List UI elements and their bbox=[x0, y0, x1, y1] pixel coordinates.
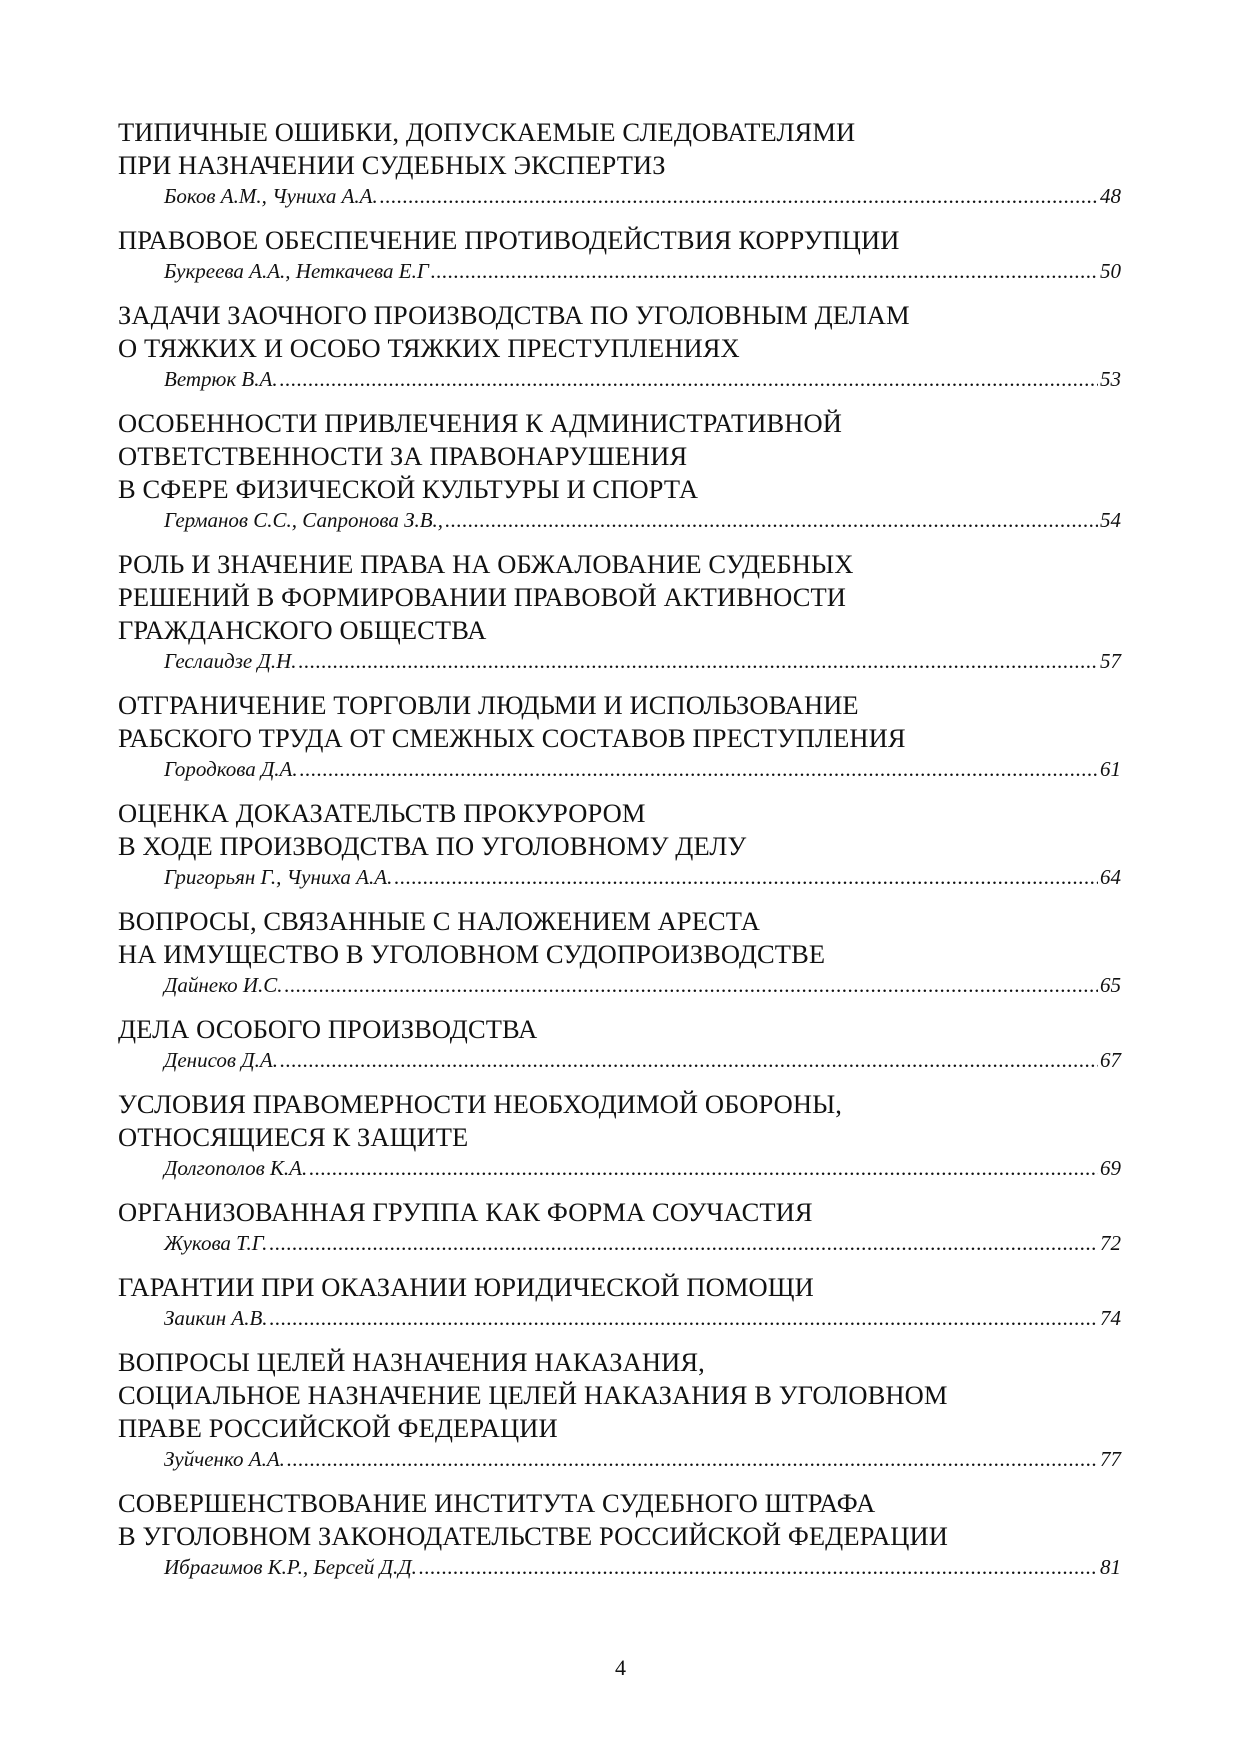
toc-entry bbox=[118, 548, 1121, 675]
toc-entry-page: 74 bbox=[1100, 1306, 1121, 1330]
toc-entry-page: 48 bbox=[1100, 184, 1121, 208]
toc-entry-authors: Заикин А.В. bbox=[164, 1306, 268, 1330]
toc-entry bbox=[118, 407, 1121, 534]
dot-leader bbox=[419, 1553, 1098, 1581]
toc-entry bbox=[118, 1196, 1121, 1257]
toc-entry-authors: Германов С.С., Сапронова З.В., bbox=[164, 508, 444, 532]
toc-entry-title-line: В СФЕРЕ ФИЗИЧЕСКОЙ КУЛЬТУРЫ И СПОРТА bbox=[118, 474, 699, 504]
toc-entry-author-line bbox=[118, 365, 1121, 393]
toc-entry-title-line: ОРГАНИЗОВАННАЯ ГРУППА КАК ФОРМА СОУЧАСТИЯ bbox=[118, 1197, 813, 1227]
toc-entry-author-line bbox=[118, 182, 1121, 210]
toc-entry-title-line: О ТЯЖКИХ И ОСОБО ТЯЖКИХ ПРЕСТУПЛЕНИЯХ bbox=[118, 333, 740, 363]
toc-entry-title-line: В УГОЛОВНОМ ЗАКОНОДАТЕЛЬСТВЕ РОССИЙСКОЙ ФЕДЕРАЦИИ bbox=[118, 1521, 949, 1551]
toc-entry-author-line bbox=[118, 257, 1121, 285]
dot-leader bbox=[287, 1445, 1098, 1473]
dot-leader bbox=[380, 182, 1098, 210]
toc-entry-page: 61 bbox=[1100, 757, 1121, 781]
toc-entry-authors: Геслаидзе Д.Н. bbox=[164, 649, 297, 673]
toc-entry-page: 54 bbox=[1100, 508, 1121, 532]
toc-entry-title-line: РОЛЬ И ЗНАЧЕНИЕ ПРАВА НА ОБЖАЛОВАНИЕ СУДЕБНЫХ bbox=[118, 549, 854, 579]
page-number: 4 bbox=[615, 1655, 626, 1680]
toc-entry-title-line: СОЦИАЛЬНОЕ НАЗНАЧЕНИЕ ЦЕЛЕЙ НАКАЗАНИЯ В УГОЛОВНОМ bbox=[118, 1380, 948, 1410]
dot-leader bbox=[269, 1229, 1098, 1257]
toc-entry-title-line: ОЦЕНКА ДОКАЗАТЕЛЬСТВ ПРОКУРОРОМ bbox=[118, 798, 646, 828]
toc-entry bbox=[118, 1346, 1121, 1473]
toc-entry-page: 57 bbox=[1100, 649, 1121, 673]
toc-entry-authors: Денисов Д.А. bbox=[164, 1048, 278, 1072]
toc-entry-page: 81 bbox=[1100, 1555, 1121, 1579]
toc-entry bbox=[118, 905, 1121, 999]
toc-entry-authors: Городкова Д.А. bbox=[164, 757, 298, 781]
toc-entry-title-line: ВОПРОСЫ, СВЯЗАННЫЕ С НАЛОЖЕНИЕМ АРЕСТА bbox=[118, 906, 760, 936]
toc-entry-author-line bbox=[118, 863, 1121, 891]
toc-entry-author-line bbox=[118, 1304, 1121, 1332]
toc-entry bbox=[118, 689, 1121, 783]
toc-entry-title-line: ОТНОСЯЩИЕСЯ К ЗАЩИТЕ bbox=[118, 1122, 469, 1152]
dot-leader bbox=[299, 647, 1098, 675]
toc-entry-author-line bbox=[118, 1229, 1121, 1257]
toc-entry-title-line: ПРАВОВОЕ ОБЕСПЕЧЕНИЕ ПРОТИВОДЕЙСТВИЯ КОРРУПЦИИ bbox=[118, 225, 900, 255]
toc-entry bbox=[118, 299, 1121, 393]
toc-entry-title-line: ОСОБЕННОСТИ ПРИВЛЕЧЕНИЯ К АДМИНИСТРАТИВНОЙ bbox=[118, 408, 842, 438]
toc-entry-title-line: РЕШЕНИЙ В ФОРМИРОВАНИИ ПРАВОВОЙ АКТИВНОСТИ bbox=[118, 582, 847, 612]
dot-leader bbox=[285, 971, 1098, 999]
toc-entry-author-line bbox=[118, 647, 1121, 675]
toc-entry-author-line bbox=[118, 1046, 1121, 1074]
dot-leader bbox=[280, 1046, 1098, 1074]
toc-entry-title-line: УСЛОВИЯ ПРАВОМЕРНОСТИ НЕОБХОДИМОЙ ОБОРОНЫ, bbox=[118, 1089, 843, 1119]
dot-leader bbox=[431, 257, 1098, 285]
toc-entry-authors: Дайнеко И.С. bbox=[164, 973, 283, 997]
table-of-contents bbox=[118, 116, 1121, 1595]
toc-entry-title-line: В ХОДЕ ПРОИЗВОДСТВА ПО УГОЛОВНОМУ ДЕЛУ bbox=[118, 831, 747, 861]
toc-entry-title-line: ОТГРАНИЧЕНИЕ ТОРГОВЛИ ЛЮДЬМИ И ИСПОЛЬЗОВАНИЕ bbox=[118, 690, 859, 720]
toc-entry bbox=[118, 1487, 1121, 1581]
toc-entry-authors: Ветрюк В.А. bbox=[164, 367, 278, 391]
toc-entry bbox=[118, 1271, 1121, 1332]
toc-entry-page: 64 bbox=[1100, 865, 1121, 889]
toc-entry-title-line: ТИПИЧНЫЕ ОШИБКИ, ДОПУСКАЕМЫЕ СЛЕДОВАТЕЛЯМИ bbox=[118, 117, 856, 147]
toc-entry-author-line bbox=[118, 506, 1121, 534]
toc-entry-title-line: НА ИМУЩЕСТВО В УГОЛОВНОМ СУДОПРОИЗВОДСТВЕ bbox=[118, 939, 826, 969]
toc-entry bbox=[118, 1088, 1121, 1182]
toc-entry-title-line: СОВЕРШЕНСТВОВАНИЕ ИНСТИТУТА СУДЕБНОГО ШТРАФА bbox=[118, 1488, 876, 1518]
toc-entry-author-line bbox=[118, 755, 1121, 783]
toc-entry-author-line bbox=[118, 1553, 1121, 1581]
toc-entry-page: 77 bbox=[1100, 1447, 1121, 1471]
toc-entry-title-line: ВОПРОСЫ ЦЕЛЕЙ НАЗНАЧЕНИЯ НАКАЗАНИЯ, bbox=[118, 1347, 705, 1377]
toc-entry-authors: Ибрагимов К.Р., Берсей Д.Д. bbox=[164, 1555, 417, 1579]
toc-entry-title-line: ЗАДАЧИ ЗАОЧНОГО ПРОИЗВОДСТВА ПО УГОЛОВНЫМ ДЕЛАМ bbox=[118, 300, 910, 330]
toc-entry-title-line: ПРАВЕ РОССИЙСКОЙ ФЕДЕРАЦИИ bbox=[118, 1413, 558, 1443]
toc-entry-authors: Букреева А.А., Неткачева Е.Г bbox=[164, 259, 429, 283]
toc-entry-page: 53 bbox=[1100, 367, 1121, 391]
toc-entry bbox=[118, 116, 1121, 210]
toc-entry-authors: Долгополов К.А. bbox=[164, 1156, 308, 1180]
toc-entry-title-line: ДЕЛА ОСОБОГО ПРОИЗВОДСТВА bbox=[118, 1014, 538, 1044]
toc-entry-authors: Зуйченко А.А. bbox=[164, 1447, 285, 1471]
toc-entry-title-line: РАБСКОГО ТРУДА ОТ СМЕЖНЫХ СОСТАВОВ ПРЕСТУПЛЕНИЯ bbox=[118, 723, 906, 753]
dot-leader bbox=[280, 365, 1098, 393]
toc-entry-page: 67 bbox=[1100, 1048, 1121, 1072]
dot-leader bbox=[300, 755, 1098, 783]
toc-entry-title-line: ГРАЖДАНСКОГО ОБЩЕСТВА bbox=[118, 615, 487, 645]
toc-entry-title-line: ОТВЕТСТВЕННОСТИ ЗА ПРАВОНАРУШЕНИЯ bbox=[118, 441, 688, 471]
toc-entry-author-line bbox=[118, 1445, 1121, 1473]
toc-entry-authors: Боков А.М., Чуниха А.А. bbox=[164, 184, 378, 208]
toc-entry bbox=[118, 1013, 1121, 1074]
toc-entry-authors: Григорьян Г., Чуниха А.А. bbox=[164, 865, 393, 889]
toc-entry bbox=[118, 797, 1121, 891]
toc-entry-page: 72 bbox=[1100, 1231, 1121, 1255]
toc-entry-title-line: ГАРАНТИИ ПРИ ОКАЗАНИИ ЮРИДИЧЕСКОЙ ПОМОЩИ bbox=[118, 1272, 814, 1302]
toc-entry-page: 69 bbox=[1100, 1156, 1121, 1180]
toc-entry-page: 65 bbox=[1100, 973, 1121, 997]
toc-entry-title-line: ПРИ НАЗНАЧЕНИИ СУДЕБНЫХ ЭКСПЕРТИЗ bbox=[118, 150, 666, 180]
dot-leader bbox=[394, 863, 1098, 891]
dot-leader bbox=[270, 1304, 1098, 1332]
toc-entry-author-line bbox=[118, 971, 1121, 999]
toc-entry-page: 50 bbox=[1100, 259, 1121, 283]
toc-entry-authors: Жукова Т.Г. bbox=[164, 1231, 268, 1255]
toc-entry-author-line bbox=[118, 1154, 1121, 1182]
dot-leader bbox=[445, 506, 1098, 534]
toc-entry bbox=[118, 224, 1121, 285]
dot-leader bbox=[309, 1154, 1098, 1182]
